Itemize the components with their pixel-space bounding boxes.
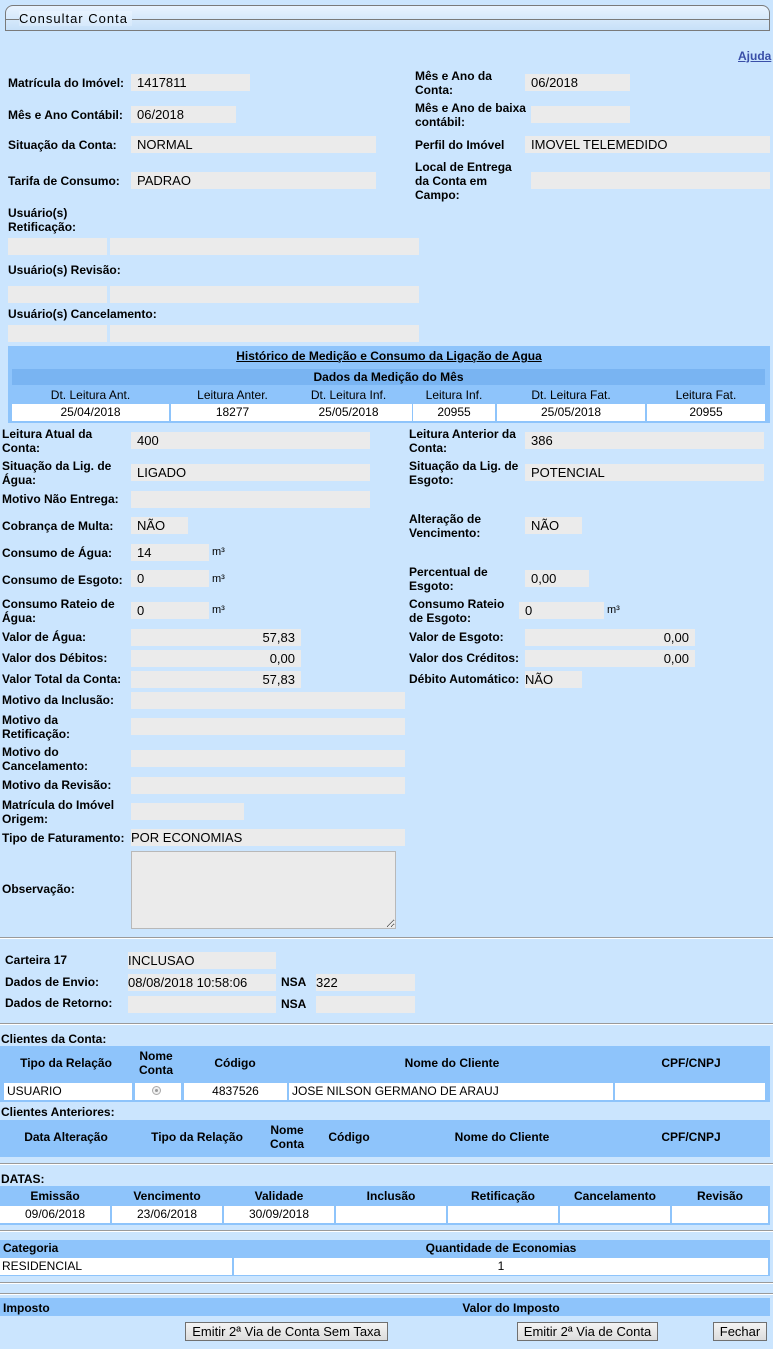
anteriores-th-cpf: CPF/CNPJ: [661, 1130, 721, 1144]
consumo-esgoto-field[interactable]: 0: [131, 570, 209, 587]
economias-cell: 1: [234, 1258, 768, 1275]
usuario-retificacao-code[interactable]: [8, 238, 107, 255]
historico-th: Dt. Leitura Inf.: [310, 388, 387, 402]
historico-cell: 20955: [647, 404, 765, 421]
rateio-agua-unit: m³: [212, 604, 225, 616]
rateio-agua-field[interactable]: 0: [131, 602, 209, 619]
situacao-field[interactable]: NORMAL: [131, 136, 376, 153]
valor-creditos-label: Valor dos Créditos:: [409, 651, 520, 665]
datas-cell: 23/06/2018: [112, 1206, 222, 1223]
rateio-esgoto-label: Consumo Rateio de Esgoto:: [409, 597, 505, 625]
mes-ano-contabil-label: Mês e Ano Contábil:: [8, 108, 123, 122]
usuario-revisao-label: Usuário(s) Revisão:: [8, 263, 121, 277]
datas-th: Inclusão: [366, 1189, 416, 1203]
local-entrega-label: Local de Entrega da Conta em Campo:: [415, 160, 512, 202]
separator: [0, 937, 773, 939]
emitir-sem-taxa-button[interactable]: Emitir 2ª Via de Conta Sem Taxa: [185, 1322, 388, 1341]
sit-esgoto-field[interactable]: POTENCIAL: [525, 464, 764, 481]
debito-auto-field[interactable]: NÃO: [525, 671, 582, 688]
datas-cell: 09/06/2018: [0, 1206, 110, 1223]
clientes-th-nome: Nome do Cliente: [404, 1056, 500, 1070]
mes-ano-conta-label: Mês e Ano da Conta:: [415, 69, 492, 97]
rateio-agua-label: Consumo Rateio de Água:: [2, 597, 115, 625]
envio-field[interactable]: 08/08/2018 10:58:06: [128, 974, 276, 991]
valor-debitos-label: Valor dos Débitos:: [2, 651, 108, 665]
tarifa-label: Tarifa de Consumo:: [8, 174, 120, 188]
valor-agua-field[interactable]: 57,83: [131, 629, 301, 646]
datas-th: Emissão: [30, 1189, 80, 1203]
categoria-cell: RESIDENCIAL: [0, 1258, 232, 1275]
historico-cell: 25/05/2018: [497, 404, 645, 421]
clientes-th-codigo: Código: [214, 1056, 256, 1070]
imposto-header-bar: [0, 1298, 770, 1316]
carteira-label: Carteira 17: [5, 953, 68, 967]
historico-subtitle: Dados da Medição do Mês: [313, 370, 464, 384]
tab-title: Consultar Conta: [19, 11, 132, 26]
anteriores-th-codigo: Código: [328, 1130, 370, 1144]
sit-agua-field[interactable]: LIGADO: [131, 464, 370, 481]
valor-esgoto-field[interactable]: 0,00: [525, 629, 695, 646]
consumo-agua-field[interactable]: 14: [131, 544, 209, 561]
imposto-th: Imposto: [3, 1301, 50, 1315]
mes-ano-baixa-label: Mês e Ano de baixa contábil:: [415, 101, 526, 129]
historico-cell: 25/04/2018: [12, 404, 169, 421]
valor-esgoto-label: Valor de Esgoto:: [409, 630, 504, 644]
tarifa-field[interactable]: PADRAO: [131, 172, 376, 189]
leitura-atual-label: Leitura Atual da Conta:: [2, 427, 93, 455]
clientes-codigo-cell: 4837526: [184, 1083, 287, 1100]
clientes-cpf-cell: [615, 1083, 765, 1100]
datas-th: Vencimento: [133, 1189, 201, 1203]
leitura-anterior-field[interactable]: 386: [525, 432, 764, 449]
nome-conta-radio[interactable]: [152, 1086, 161, 1095]
anteriores-th-tipo: Tipo da Relação: [151, 1130, 243, 1144]
usuario-retificacao-name[interactable]: [110, 238, 419, 255]
datas-th: Validade: [254, 1189, 304, 1203]
perfil-field[interactable]: IMOVEL TELEMEDIDO: [525, 136, 770, 153]
clientes-nome-conta-cell: [135, 1083, 181, 1100]
valor-debitos-field[interactable]: 0,00: [131, 650, 301, 667]
rateio-esgoto-field[interactable]: 0: [519, 602, 604, 619]
motivo-cancelamento-field[interactable]: [131, 750, 405, 767]
usuario-cancelamento-name[interactable]: [110, 325, 419, 342]
separator: [0, 1023, 773, 1025]
sit-esgoto-label: Situação da Lig. de Esgoto:: [409, 459, 519, 487]
tipo-faturamento-label: Tipo de Faturamento:: [2, 831, 125, 845]
motivo-revisao-label: Motivo da Revisão:: [2, 778, 112, 792]
radio-dot: [155, 1089, 158, 1092]
datas-cell: 30/09/2018: [224, 1206, 334, 1223]
valor-total-label: Valor Total da Conta:: [2, 672, 122, 686]
usuario-retificacao-label: Usuário(s) Retificação:: [8, 206, 77, 234]
motivo-revisao-field[interactable]: [131, 777, 405, 794]
clientes-th-nome-conta: Nome Conta: [139, 1049, 173, 1077]
cobranca-multa-field[interactable]: NÃO: [131, 517, 188, 534]
percentual-esgoto-field[interactable]: 0,00: [525, 570, 589, 587]
debito-auto-label: Débito Automático:: [409, 672, 520, 686]
historico-th: Leitura Anter.: [197, 388, 268, 402]
matricula-label: Matrícula do Imóvel:: [8, 76, 125, 90]
rateio-esgoto-unit: m³: [607, 604, 620, 616]
anteriores-th-data: Data Alteração: [24, 1130, 108, 1144]
leitura-atual-field[interactable]: 400: [131, 432, 370, 449]
retorno-field[interactable]: [128, 996, 276, 1013]
sit-agua-label: Situação da Lig. de Água:: [2, 459, 112, 487]
clientes-th-cpf: CPF/CNPJ: [661, 1056, 721, 1070]
observacao-textarea[interactable]: [131, 851, 396, 929]
matricula-field[interactable]: 1417811: [131, 74, 250, 91]
matricula-origem-label: Matrícula do Imóvel Origem:: [2, 798, 115, 826]
historico-th: Leitura Fat.: [675, 388, 737, 402]
categoria-th: Categoria: [3, 1241, 59, 1255]
valor-total-field[interactable]: 57,83: [131, 671, 301, 688]
clientes-tipo-cell: USUARIO: [4, 1083, 132, 1100]
motivo-retificacao-field[interactable]: [131, 718, 405, 735]
historico-cell: 18277: [171, 404, 294, 421]
consumo-agua-label: Consumo de Água:: [2, 546, 112, 560]
datas-th: Retificação: [470, 1189, 536, 1203]
datas-th: Cancelamento: [573, 1189, 657, 1203]
clientes-nome-cell: JOSE NILSON GERMANO DE ARAUJ: [289, 1083, 613, 1100]
matricula-origem-field[interactable]: [131, 803, 244, 820]
clientes-anteriores-title: Clientes Anteriores:: [1, 1105, 115, 1119]
alteracao-venc-label: Alteração de Vencimento:: [409, 512, 482, 540]
situacao-label: Situação da Conta:: [8, 138, 117, 152]
datas-cell: [448, 1206, 558, 1223]
datas-cell: [672, 1206, 768, 1223]
separator: [0, 1282, 773, 1284]
percentual-esgoto-label: Percentual de Esgoto:: [409, 565, 488, 593]
mes-ano-contabil-field[interactable]: 06/2018: [131, 106, 236, 123]
historico-th: Leitura Inf.: [425, 388, 483, 402]
datas-cell: [560, 1206, 670, 1223]
consumo-esgoto-unit: m³: [212, 573, 225, 585]
datas-title: DATAS:: [1, 1172, 45, 1186]
datas-cell: [336, 1206, 446, 1223]
help-link[interactable]: Ajuda: [738, 49, 772, 63]
alteracao-venc-field[interactable]: NÃO: [525, 517, 582, 534]
motivo-retificacao-label: Motivo da Retificação:: [2, 713, 71, 741]
nsa-envio-field[interactable]: 322: [316, 974, 415, 991]
usuario-cancelamento-code[interactable]: [8, 325, 107, 342]
tipo-faturamento-field[interactable]: POR ECONOMIAS: [131, 829, 405, 846]
nsa-retorno-label: NSA: [281, 997, 307, 1011]
separator: [0, 1293, 773, 1295]
fechar-button[interactable]: Fechar: [713, 1322, 767, 1341]
nsa-envio-label: NSA: [281, 975, 307, 989]
mes-ano-conta-field[interactable]: 06/2018: [525, 74, 630, 91]
anteriores-th-nome: Nome do Cliente: [454, 1130, 550, 1144]
retorno-label: Dados de Retorno:: [5, 996, 113, 1010]
valor-agua-label: Valor de Água:: [2, 630, 87, 644]
clientes-title: Clientes da Conta:: [1, 1032, 107, 1046]
perfil-label: Perfil do Imóvel: [415, 138, 505, 152]
consumo-esgoto-label: Consumo de Esgoto:: [2, 573, 123, 587]
envio-label: Dados de Envio:: [5, 975, 100, 989]
motivo-cancelamento-label: Motivo do Cancelamento:: [2, 745, 89, 773]
leitura-anterior-label: Leitura Anterior da Conta:: [409, 427, 516, 455]
usuario-cancelamento-label: Usuário(s) Cancelamento:: [8, 307, 157, 321]
motivo-inclusao-field[interactable]: [131, 692, 405, 709]
motivo-nao-entrega-label: Motivo Não Entrega:: [2, 492, 119, 506]
tab-consultar-conta[interactable]: [5, 5, 770, 31]
motivo-inclusao-label: Motivo da Inclusão:: [2, 693, 115, 707]
clientes-th-tipo: Tipo da Relação: [20, 1056, 112, 1070]
historico-cell: 20955: [413, 404, 495, 421]
usuario-revisao-code[interactable]: [8, 286, 107, 303]
observacao-label: Observação:: [2, 882, 75, 896]
datas-th: Revisão: [696, 1189, 744, 1203]
historico-th: Dt. Leitura Fat.: [531, 388, 611, 402]
historico-title: Histórico de Medição e Consumo da Ligação de Agua: [236, 349, 542, 363]
nsa-retorno-field[interactable]: [316, 996, 415, 1013]
usuario-revisao-name[interactable]: [110, 286, 419, 303]
mes-ano-baixa-field[interactable]: [531, 106, 630, 123]
economias-th: Quantidade de Economias: [425, 1241, 577, 1255]
valor-imposto-th: Valor do Imposto: [462, 1301, 560, 1315]
local-entrega-field[interactable]: [531, 172, 770, 189]
motivo-nao-entrega-field[interactable]: [131, 491, 370, 508]
historico-th: Dt. Leitura Ant.: [50, 388, 131, 402]
historico-cell: 25/05/2018: [285, 404, 412, 421]
carteira-field[interactable]: INCLUSAO: [128, 952, 276, 969]
anteriores-th-nome-conta: Nome Conta: [270, 1123, 304, 1151]
emitir-segunda-via-button[interactable]: Emitir 2ª Via de Conta: [517, 1322, 658, 1341]
separator: [0, 1163, 773, 1165]
valor-creditos-field[interactable]: 0,00: [525, 650, 695, 667]
consumo-agua-unit: m³: [212, 546, 225, 558]
cobranca-multa-label: Cobrança de Multa:: [2, 519, 114, 533]
separator: [0, 1230, 773, 1232]
